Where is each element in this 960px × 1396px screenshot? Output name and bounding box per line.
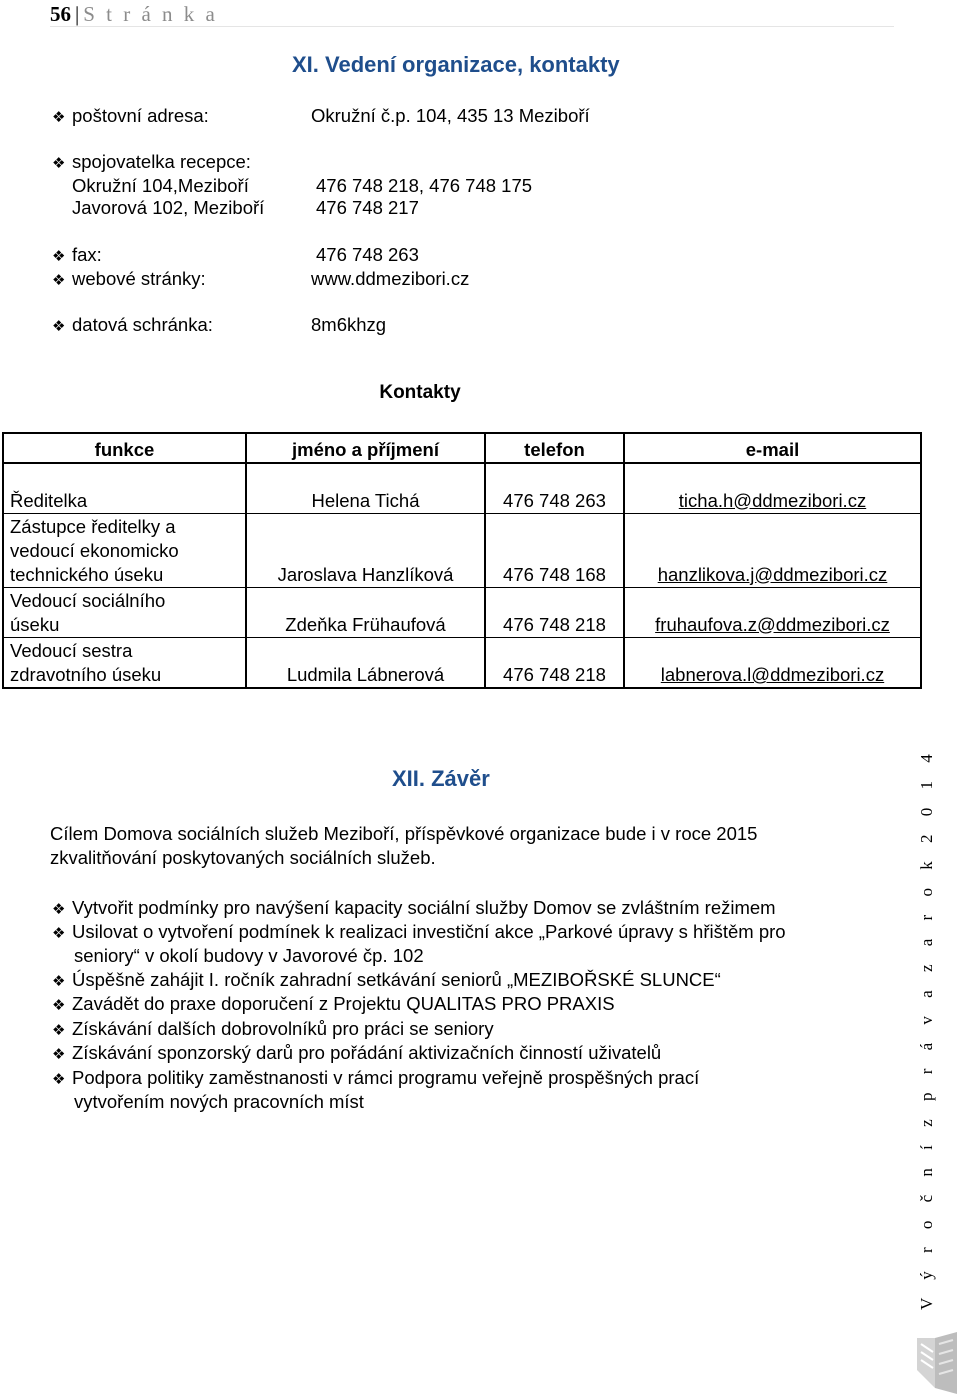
cell-name: Helena Tichá	[246, 463, 485, 513]
cell-email-link[interactable]: fruhaufova.z@ddmezibori.cz	[624, 587, 921, 637]
goal-text: Úspěšně zahájit I. ročník zahradní setkávání seniorů „MEZIBOŘSKÉ SLUNCE“	[72, 969, 721, 990]
diamond-bullet-icon: ❖	[52, 973, 66, 990]
goal-item	[52, 968, 721, 994]
section-xii-title: XII. Závěr	[392, 766, 490, 791]
table-header-row	[3, 433, 921, 463]
cell-function: Ředitelka	[3, 463, 246, 513]
cell-function	[3, 637, 246, 688]
diamond-bullet-icon: ❖	[52, 272, 66, 289]
cell-email-link[interactable]: labnerova.l@ddmezibori.cz	[624, 637, 921, 688]
diamond-bullet-icon: ❖	[52, 109, 66, 126]
diamond-bullet-icon: ❖	[52, 1022, 66, 1039]
cell-name: Ludmila Lábnerová	[246, 637, 485, 688]
fax-row	[52, 243, 102, 269]
switchboard-phones-2: 476 748 217	[316, 197, 419, 218]
side-annual-report-label: V ý r o č n í z p r á v a z a r o k 2 0 1 4	[917, 747, 936, 1310]
fax-value: 476 748 263	[316, 244, 419, 265]
goal-text: Podpora politiky zaměstnanosti v rámci programu veřejně prospěšných prací	[72, 1067, 700, 1088]
diamond-bullet-icon: ❖	[52, 997, 66, 1014]
cell-name: Jaroslava Hanzlíková	[246, 513, 485, 587]
goal-text-continued: vytvořením nových pracovních míst	[74, 1091, 364, 1112]
cell-name: Zdeňka Frühaufová	[246, 587, 485, 637]
column-header-phone: telefon	[485, 433, 624, 463]
cell-phone: 476 748 263	[485, 463, 624, 513]
table-row	[3, 637, 921, 688]
databox-row	[52, 313, 213, 339]
goal-text: Získávání sponzorský darů pro pořádání aktivizačních činností uživatelů	[72, 1042, 662, 1063]
cell-email-link[interactable]: hanzlikova.j@ddmezibori.cz	[624, 513, 921, 587]
header-rule	[50, 26, 894, 27]
cell-phone: 476 748 218	[485, 637, 624, 688]
goal-item	[52, 992, 615, 1018]
diamond-bullet-icon: ❖	[52, 1071, 66, 1088]
cell-phone: 476 748 218	[485, 587, 624, 637]
page-word: S t r á n k a	[83, 2, 218, 26]
web-link[interactable]: www.ddmezibori.cz	[311, 268, 470, 289]
contacts-table	[2, 432, 922, 689]
goal-item	[52, 1041, 661, 1067]
cell-email-link[interactable]: ticha.h@ddmezibori.cz	[624, 463, 921, 513]
goal-text: Usilovat o vytvoření podmínek k realizaci investiční akce „Parkové úpravy s hřištěm pro	[72, 921, 786, 942]
web-row	[52, 267, 206, 293]
switchboard-address-1: Okružní 104,Meziboří	[72, 175, 249, 196]
switchboard-phones-1: 476 748 218, 476 748 175	[316, 175, 533, 196]
databox-value: 8m6khzg	[311, 314, 387, 335]
goal-text-continued: seniory“ v okolí budovy v Javorové čp. 102	[74, 945, 424, 966]
table-row	[3, 513, 921, 587]
cell-function	[3, 513, 246, 587]
goal-item	[52, 920, 786, 946]
switchboard-row	[52, 150, 251, 176]
column-header-email: e-mail	[624, 433, 921, 463]
diamond-bullet-icon: ❖	[52, 248, 66, 265]
web-label: webové stránky:	[72, 268, 206, 289]
goal-item	[52, 1017, 494, 1043]
table-row	[3, 463, 921, 513]
postal-value: Okružní č.p. 104, 435 13 Meziboří	[311, 105, 590, 126]
section-xi-title: XI. Vedení organizace, kontakty	[292, 52, 620, 77]
goal-item	[52, 896, 776, 922]
column-header-name: jméno a příjmení	[246, 433, 485, 463]
cell-function-text: Zástupce ředitelky a vedoucí ekonomicko technického úseku	[10, 515, 179, 585]
cell-phone: 476 748 168	[485, 513, 624, 587]
contacts-title: Kontakty	[379, 382, 461, 403]
page-number: 56	[50, 2, 71, 26]
goal-text: Zavádět do praxe doporučení z Projektu QUALITAS PRO PRAXIS	[72, 993, 615, 1014]
diamond-bullet-icon: ❖	[52, 1046, 66, 1063]
table-row	[3, 587, 921, 637]
fax-label: fax:	[72, 244, 102, 265]
cell-function-text: Vedoucí sestra zdravotního úseku	[10, 640, 162, 685]
databox-label: datová schránka:	[72, 314, 213, 335]
postal-label: poštovní adresa:	[72, 105, 209, 126]
postal-row	[52, 104, 209, 130]
goal-text: Vytvořit podmínky pro navýšení kapacity sociální služby Domov se zvláštním režimem	[72, 897, 776, 918]
conclusion-intro-2: zkvalitňování poskytovaných sociálních služeb.	[50, 847, 436, 868]
goal-item	[52, 1066, 699, 1092]
column-header-function: funkce	[3, 433, 246, 463]
page-header: 56 | S t r á n k a	[50, 2, 218, 26]
diamond-bullet-icon: ❖	[52, 155, 66, 172]
switchboard-label: spojovatelka recepce:	[72, 151, 251, 172]
goal-text: Získávání dalších dobrovolníků pro práci se seniory	[72, 1018, 494, 1039]
cell-function-text: Vedoucí sociálního úseku	[10, 589, 166, 635]
cell-function	[3, 587, 246, 637]
conclusion-intro-1: Cílem Domova sociálních služeb Meziboří, příspěvkové organizace bude i v roce 2015	[50, 823, 758, 844]
page-curl-logo-icon	[915, 1330, 959, 1394]
diamond-bullet-icon: ❖	[52, 901, 66, 918]
diamond-bullet-icon: ❖	[52, 925, 66, 942]
diamond-bullet-icon: ❖	[52, 318, 66, 335]
switchboard-address-2: Javorová 102, Meziboří	[72, 197, 265, 218]
